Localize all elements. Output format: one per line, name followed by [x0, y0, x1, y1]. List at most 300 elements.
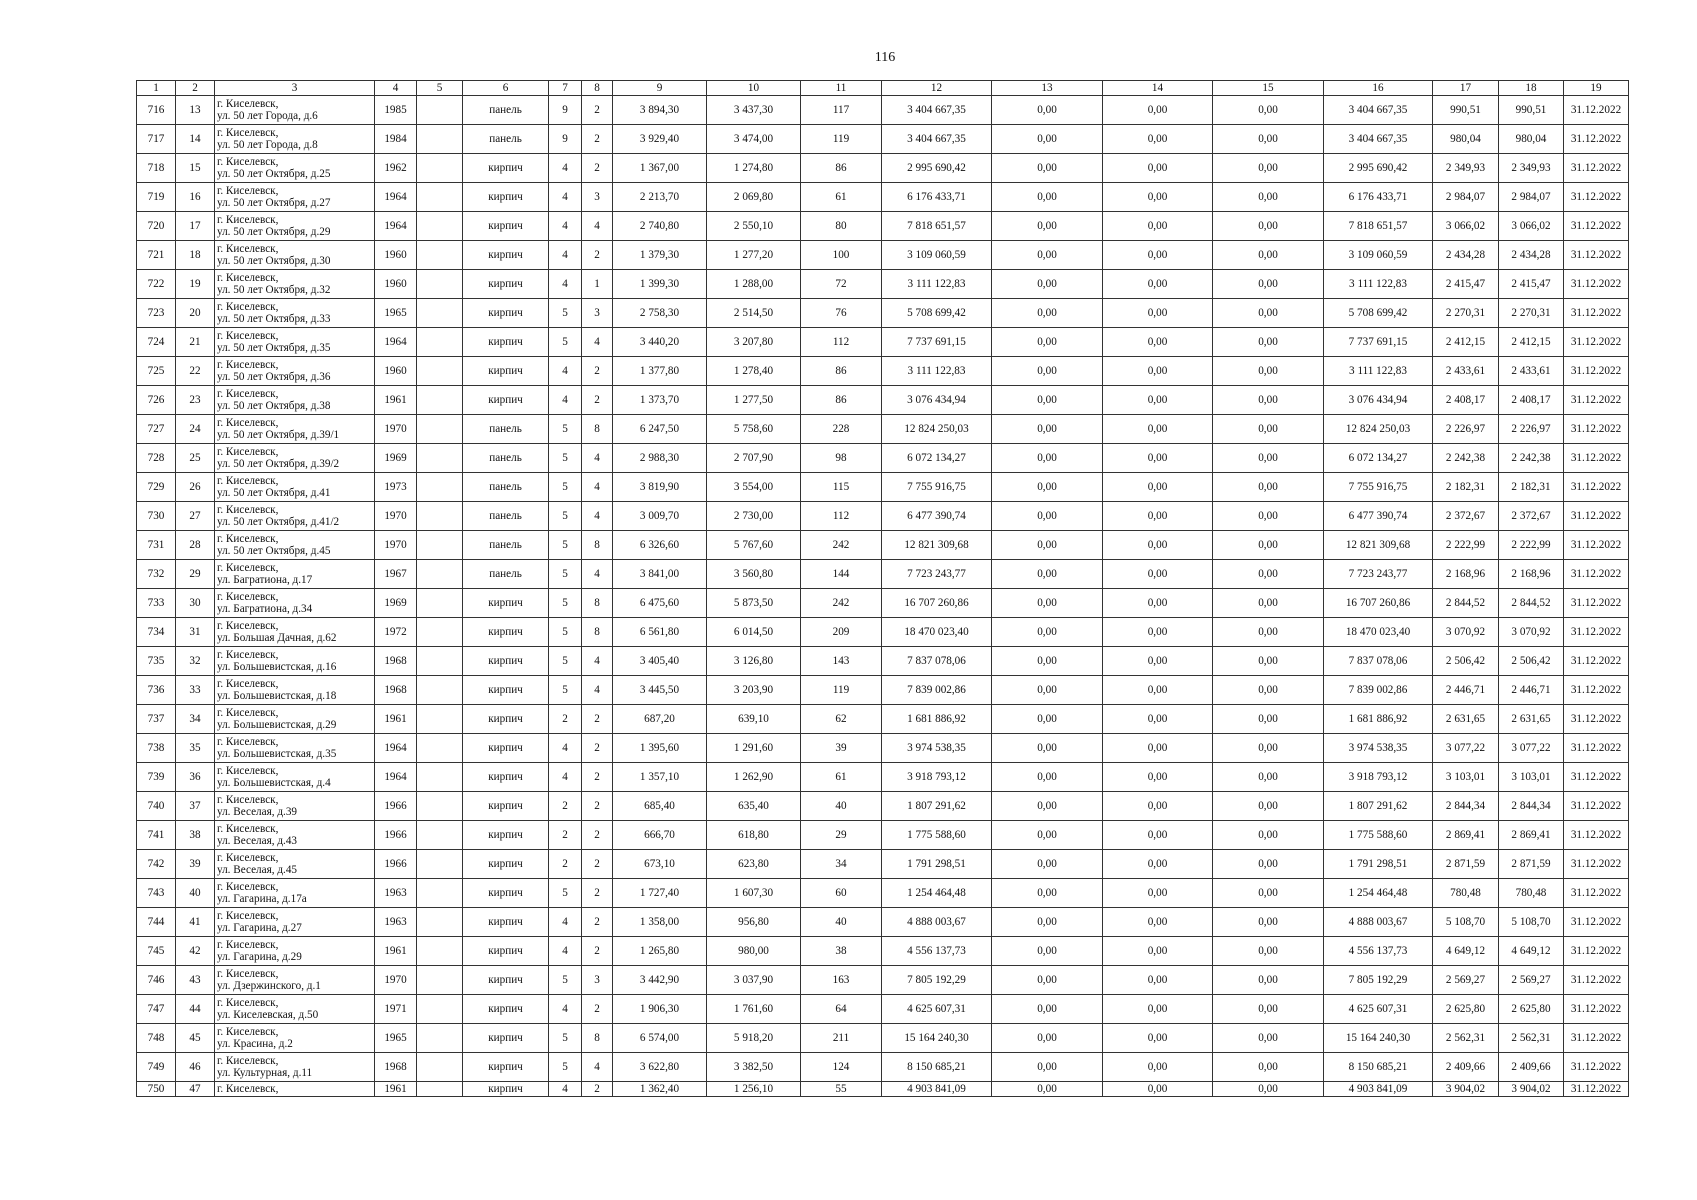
- cell-address: [215, 850, 375, 879]
- address-street: ул. Веселая, д.45: [217, 864, 298, 876]
- cell-column-13: 0,00: [992, 647, 1103, 676]
- address-city: г. Киселевск,: [217, 591, 279, 603]
- cell-residential-area: 3 382,50: [707, 1053, 801, 1082]
- cell-year-built: 1966: [375, 792, 417, 821]
- cell-column-5: [417, 676, 463, 705]
- cell-entrances: 2: [582, 850, 613, 879]
- address-street: ул. Красина, д.2: [217, 1038, 293, 1050]
- cell-entrances: 1: [582, 270, 613, 299]
- address-city: г. Киселевск,: [217, 446, 279, 458]
- cell-entrances: 2: [582, 386, 613, 415]
- cell-row-number: 721: [137, 241, 176, 270]
- cell-entrances: 3: [582, 966, 613, 995]
- cell-column-15: 0,00: [1213, 96, 1324, 125]
- cell-column-16: 1 791 298,51: [1324, 850, 1433, 879]
- cell-column-15: 0,00: [1213, 966, 1324, 995]
- cell-row-number: 750: [137, 1082, 176, 1097]
- address-city: г. Киселевск,: [217, 330, 279, 342]
- cell-cost: 4 625 607,31: [882, 995, 992, 1024]
- cell-wall-material: кирпич: [463, 1024, 549, 1053]
- cell-entrances: 4: [582, 473, 613, 502]
- cell-sub-index: 35: [176, 734, 215, 763]
- address-street: ул. 50 лет Октября, д.45: [217, 545, 331, 557]
- cell-total-area: 2 213,70: [613, 183, 707, 212]
- cell-column-16: 3 076 434,94: [1324, 386, 1433, 415]
- cell-column-18: 3 070,92: [1499, 618, 1564, 647]
- cell-wall-material: кирпич: [463, 676, 549, 705]
- cell-year-built: 1964: [375, 328, 417, 357]
- cell-date: 31.12.2022: [1564, 531, 1629, 560]
- cell-column-16: 3 404 667,35: [1324, 125, 1433, 154]
- cell-column-16: 4 556 137,73: [1324, 937, 1433, 966]
- cell-date: 31.12.2022: [1564, 966, 1629, 995]
- cell-residential-area: 2 069,80: [707, 183, 801, 212]
- cell-column-15: 0,00: [1213, 676, 1324, 705]
- cell-column-13: 0,00: [992, 299, 1103, 328]
- cell-column-14: 0,00: [1103, 734, 1213, 763]
- column-header-16: 16: [1324, 81, 1433, 96]
- table-row: [137, 125, 1629, 154]
- cell-floors: 5: [549, 531, 582, 560]
- cell-date: 31.12.2022: [1564, 96, 1629, 125]
- cell-row-number: 745: [137, 937, 176, 966]
- table-row: [137, 792, 1629, 821]
- cell-column-16: 3 111 122,83: [1324, 357, 1433, 386]
- cell-row-number: 738: [137, 734, 176, 763]
- cell-column-18: 2 270,31: [1499, 299, 1564, 328]
- cell-total-area: 687,20: [613, 705, 707, 734]
- cell-sub-index: 46: [176, 1053, 215, 1082]
- cell-date: 31.12.2022: [1564, 705, 1629, 734]
- cell-floors: 2: [549, 850, 582, 879]
- cell-floors: 4: [549, 734, 582, 763]
- cell-column-14: 0,00: [1103, 995, 1213, 1024]
- cell-floors: 4: [549, 154, 582, 183]
- cell-column-14: 0,00: [1103, 1082, 1213, 1097]
- cell-residential-area: 3 437,30: [707, 96, 801, 125]
- address-city: г. Киселевск,: [217, 707, 279, 719]
- column-header-19: 19: [1564, 81, 1629, 96]
- cell-row-number: 744: [137, 908, 176, 937]
- cell-entrances: 4: [582, 647, 613, 676]
- cell-residents: 40: [801, 792, 882, 821]
- cell-row-number: 717: [137, 125, 176, 154]
- cell-column-5: [417, 995, 463, 1024]
- cell-residential-area: 1 291,60: [707, 734, 801, 763]
- cell-column-16: 6 072 134,27: [1324, 444, 1433, 473]
- cell-column-16: 18 470 023,40: [1324, 618, 1433, 647]
- cell-column-17: 2 984,07: [1433, 183, 1499, 212]
- cell-column-17: 2 433,61: [1433, 357, 1499, 386]
- table-row: [137, 502, 1629, 531]
- cell-entrances: 2: [582, 705, 613, 734]
- cell-year-built: 1972: [375, 618, 417, 647]
- address-street: ул. Культурная, д.11: [217, 1067, 313, 1079]
- cell-address: [215, 531, 375, 560]
- table-row: [137, 560, 1629, 589]
- cell-row-number: 746: [137, 966, 176, 995]
- cell-column-13: 0,00: [992, 328, 1103, 357]
- cell-column-5: [417, 705, 463, 734]
- column-number-header: [137, 81, 1629, 96]
- cell-date: 31.12.2022: [1564, 415, 1629, 444]
- cell-column-17: 3 904,02: [1433, 1082, 1499, 1097]
- cell-column-15: 0,00: [1213, 850, 1324, 879]
- cell-floors: 4: [549, 270, 582, 299]
- cell-date: 31.12.2022: [1564, 357, 1629, 386]
- cell-cost: 7 723 243,77: [882, 560, 992, 589]
- address-street: ул. Большевистская, д.29: [217, 719, 337, 731]
- address-city: г. Киселевск,: [217, 388, 279, 400]
- cell-address: [215, 125, 375, 154]
- address-street: ул. Гагарина, д.17а: [217, 893, 307, 905]
- cell-sub-index: 18: [176, 241, 215, 270]
- address-street: ул. Дзержинского, д.1: [217, 980, 321, 992]
- cell-address: [215, 1082, 375, 1097]
- cell-wall-material: панель: [463, 444, 549, 473]
- cell-column-14: 0,00: [1103, 386, 1213, 415]
- cell-address: [215, 444, 375, 473]
- cell-residential-area: 3 203,90: [707, 676, 801, 705]
- cell-sub-index: 29: [176, 560, 215, 589]
- cell-cost: 6 072 134,27: [882, 444, 992, 473]
- cell-wall-material: кирпич: [463, 299, 549, 328]
- cell-column-18: 2 625,80: [1499, 995, 1564, 1024]
- cell-wall-material: кирпич: [463, 966, 549, 995]
- cell-row-number: 731: [137, 531, 176, 560]
- cell-column-5: [417, 850, 463, 879]
- cell-total-area: 1 358,00: [613, 908, 707, 937]
- column-header-10: 10: [707, 81, 801, 96]
- cell-column-15: 0,00: [1213, 531, 1324, 560]
- cell-column-5: [417, 415, 463, 444]
- cell-column-13: 0,00: [992, 676, 1103, 705]
- cell-total-area: 6 561,80: [613, 618, 707, 647]
- cell-column-13: 0,00: [992, 705, 1103, 734]
- cell-year-built: 1969: [375, 589, 417, 618]
- cell-floors: 5: [549, 879, 582, 908]
- cell-column-15: 0,00: [1213, 821, 1324, 850]
- cell-residents: 242: [801, 589, 882, 618]
- cell-row-number: 726: [137, 386, 176, 415]
- cell-column-14: 0,00: [1103, 125, 1213, 154]
- cell-column-16: 2 995 690,42: [1324, 154, 1433, 183]
- cell-column-17: 2 631,65: [1433, 705, 1499, 734]
- cell-column-5: [417, 1024, 463, 1053]
- cell-column-16: 4 888 003,67: [1324, 908, 1433, 937]
- table-row: [137, 937, 1629, 966]
- cell-column-17: 780,48: [1433, 879, 1499, 908]
- cell-column-18: 2 372,67: [1499, 502, 1564, 531]
- cell-year-built: 1964: [375, 763, 417, 792]
- cell-column-15: 0,00: [1213, 183, 1324, 212]
- cell-residential-area: 3 474,00: [707, 125, 801, 154]
- cell-column-14: 0,00: [1103, 676, 1213, 705]
- cell-residents: 64: [801, 995, 882, 1024]
- cell-total-area: 1 395,60: [613, 734, 707, 763]
- cell-row-number: 736: [137, 676, 176, 705]
- address-city: г. Киселевск,: [217, 736, 279, 748]
- cell-wall-material: кирпич: [463, 241, 549, 270]
- address-city: г. Киселевск,: [217, 417, 279, 429]
- cell-column-5: [417, 763, 463, 792]
- cell-residential-area: 1 761,60: [707, 995, 801, 1024]
- column-header-9: 9: [613, 81, 707, 96]
- cell-residents: 60: [801, 879, 882, 908]
- cell-column-5: [417, 792, 463, 821]
- cell-residential-area: 1 274,80: [707, 154, 801, 183]
- cell-total-area: 666,70: [613, 821, 707, 850]
- cell-column-16: 3 974 538,35: [1324, 734, 1433, 763]
- cell-column-17: 2 871,59: [1433, 850, 1499, 879]
- cell-column-17: 2 625,80: [1433, 995, 1499, 1024]
- cell-cost: 7 839 002,86: [882, 676, 992, 705]
- cell-column-15: 0,00: [1213, 299, 1324, 328]
- table-row: [137, 676, 1629, 705]
- table-row: [137, 908, 1629, 937]
- cell-sub-index: 47: [176, 1082, 215, 1097]
- cell-year-built: 1968: [375, 647, 417, 676]
- cell-address: [215, 908, 375, 937]
- cell-row-number: 727: [137, 415, 176, 444]
- cell-column-14: 0,00: [1103, 879, 1213, 908]
- cell-total-area: 3 440,20: [613, 328, 707, 357]
- cell-residents: 29: [801, 821, 882, 850]
- cell-entrances: 4: [582, 560, 613, 589]
- cell-row-number: 748: [137, 1024, 176, 1053]
- cell-cost: 6 176 433,71: [882, 183, 992, 212]
- cell-column-15: 0,00: [1213, 473, 1324, 502]
- cell-floors: 4: [549, 1082, 582, 1097]
- cell-sub-index: 16: [176, 183, 215, 212]
- cell-column-15: 0,00: [1213, 995, 1324, 1024]
- cell-row-number: 729: [137, 473, 176, 502]
- table-row: [137, 531, 1629, 560]
- cell-row-number: 733: [137, 589, 176, 618]
- cell-wall-material: кирпич: [463, 1053, 549, 1082]
- cell-cost: 3 918 793,12: [882, 763, 992, 792]
- cell-address: [215, 589, 375, 618]
- column-header-13: 13: [992, 81, 1103, 96]
- cell-column-13: 0,00: [992, 792, 1103, 821]
- cell-cost: 4 556 137,73: [882, 937, 992, 966]
- cell-column-13: 0,00: [992, 241, 1103, 270]
- cell-sub-index: 32: [176, 647, 215, 676]
- cell-column-13: 0,00: [992, 618, 1103, 647]
- cell-column-15: 0,00: [1213, 241, 1324, 270]
- cell-column-18: 2 569,27: [1499, 966, 1564, 995]
- cell-residents: 117: [801, 96, 882, 125]
- cell-floors: 5: [549, 589, 582, 618]
- cell-column-14: 0,00: [1103, 328, 1213, 357]
- cell-column-13: 0,00: [992, 96, 1103, 125]
- cell-residents: 242: [801, 531, 882, 560]
- address-city: г. Киселевск,: [217, 475, 279, 487]
- cell-column-18: 2 408,17: [1499, 386, 1564, 415]
- cell-column-14: 0,00: [1103, 415, 1213, 444]
- cell-total-area: 3 819,90: [613, 473, 707, 502]
- cell-residential-area: 3 560,80: [707, 560, 801, 589]
- cell-column-14: 0,00: [1103, 966, 1213, 995]
- cell-entrances: 8: [582, 618, 613, 647]
- table-row: [137, 995, 1629, 1024]
- cell-column-5: [417, 502, 463, 531]
- address-city: г. Киселевск,: [217, 968, 279, 980]
- cell-floors: 4: [549, 357, 582, 386]
- cell-residents: 228: [801, 415, 882, 444]
- cell-year-built: 1970: [375, 966, 417, 995]
- address-city: г. Киселевск,: [217, 562, 279, 574]
- cell-column-14: 0,00: [1103, 299, 1213, 328]
- cell-year-built: 1962: [375, 154, 417, 183]
- cell-column-13: 0,00: [992, 560, 1103, 589]
- cell-column-5: [417, 270, 463, 299]
- cell-entrances: 2: [582, 937, 613, 966]
- cell-column-5: [417, 241, 463, 270]
- cell-column-5: [417, 299, 463, 328]
- cell-wall-material: панель: [463, 96, 549, 125]
- cell-column-13: 0,00: [992, 734, 1103, 763]
- cell-column-18: 2 631,65: [1499, 705, 1564, 734]
- cell-column-16: 12 824 250,03: [1324, 415, 1433, 444]
- cell-column-18: 3 077,22: [1499, 734, 1564, 763]
- cell-column-14: 0,00: [1103, 96, 1213, 125]
- cell-column-18: 2 409,66: [1499, 1053, 1564, 1082]
- table-row: [137, 647, 1629, 676]
- cell-date: 31.12.2022: [1564, 1082, 1629, 1097]
- cell-date: 31.12.2022: [1564, 763, 1629, 792]
- page-number: 116: [874, 50, 896, 65]
- address-street: ул. 50 лет Октября, д.41/2: [217, 516, 340, 528]
- cell-wall-material: кирпич: [463, 734, 549, 763]
- address-street: ул. Большая Дачная, д.62: [217, 632, 337, 644]
- cell-column-13: 0,00: [992, 212, 1103, 241]
- cell-residents: 112: [801, 328, 882, 357]
- cell-row-number: 722: [137, 270, 176, 299]
- cell-column-17: 2 415,47: [1433, 270, 1499, 299]
- cell-address: [215, 502, 375, 531]
- cell-column-14: 0,00: [1103, 444, 1213, 473]
- cell-wall-material: кирпич: [463, 763, 549, 792]
- address-city: г. Киселевск,: [217, 939, 279, 951]
- cell-date: 31.12.2022: [1564, 995, 1629, 1024]
- address-city: г. Киселевск,: [217, 852, 279, 864]
- cell-wall-material: кирпич: [463, 850, 549, 879]
- cell-address: [215, 1024, 375, 1053]
- cell-date: 31.12.2022: [1564, 618, 1629, 647]
- cell-wall-material: кирпич: [463, 995, 549, 1024]
- cell-residents: 112: [801, 502, 882, 531]
- cell-wall-material: кирпич: [463, 647, 549, 676]
- cell-column-18: 2 182,31: [1499, 473, 1564, 502]
- cell-total-area: 1 377,80: [613, 357, 707, 386]
- cell-address: [215, 647, 375, 676]
- cell-year-built: 1963: [375, 908, 417, 937]
- cell-residential-area: 635,40: [707, 792, 801, 821]
- cell-year-built: 1964: [375, 183, 417, 212]
- cell-column-5: [417, 966, 463, 995]
- cell-column-5: [417, 531, 463, 560]
- cell-column-18: 780,48: [1499, 879, 1564, 908]
- cell-address: [215, 879, 375, 908]
- cell-cost: 16 707 260,86: [882, 589, 992, 618]
- cell-row-number: 739: [137, 763, 176, 792]
- cell-date: 31.12.2022: [1564, 589, 1629, 618]
- cell-column-15: 0,00: [1213, 415, 1324, 444]
- cell-entrances: 2: [582, 792, 613, 821]
- cell-total-area: 2 758,30: [613, 299, 707, 328]
- cell-column-18: 2 349,93: [1499, 154, 1564, 183]
- cell-total-area: 3 445,50: [613, 676, 707, 705]
- cell-year-built: 1970: [375, 415, 417, 444]
- cell-residential-area: 623,80: [707, 850, 801, 879]
- cell-column-15: 0,00: [1213, 589, 1324, 618]
- cell-column-14: 0,00: [1103, 473, 1213, 502]
- cell-column-17: 990,51: [1433, 96, 1499, 125]
- address-city: г. Киселевск,: [217, 881, 279, 893]
- cell-column-14: 0,00: [1103, 937, 1213, 966]
- address-street: ул. Багратиона, д.34: [217, 603, 313, 615]
- table-row: [137, 473, 1629, 502]
- cell-cost: 3 111 122,83: [882, 270, 992, 299]
- cell-residential-area: 3 554,00: [707, 473, 801, 502]
- cell-residential-area: 1 277,20: [707, 241, 801, 270]
- cell-column-5: [417, 125, 463, 154]
- cell-total-area: 685,40: [613, 792, 707, 821]
- table-row: [137, 328, 1629, 357]
- cell-column-15: 0,00: [1213, 1024, 1324, 1053]
- cell-column-16: 6 477 390,74: [1324, 502, 1433, 531]
- cell-column-15: 0,00: [1213, 734, 1324, 763]
- cell-date: 31.12.2022: [1564, 444, 1629, 473]
- column-header-12: 12: [882, 81, 992, 96]
- cell-cost: 7 837 078,06: [882, 647, 992, 676]
- column-header-8: 8: [582, 81, 613, 96]
- address-city: г. Киселевск,: [217, 794, 279, 806]
- cell-column-5: [417, 183, 463, 212]
- cell-entrances: 4: [582, 676, 613, 705]
- cell-column-16: 1 681 886,92: [1324, 705, 1433, 734]
- cell-cost: 3 404 667,35: [882, 125, 992, 154]
- cell-residential-area: 2 707,90: [707, 444, 801, 473]
- cell-sub-index: 39: [176, 850, 215, 879]
- cell-column-17: 2 446,71: [1433, 676, 1499, 705]
- cell-column-17: 2 844,34: [1433, 792, 1499, 821]
- table-row: [137, 444, 1629, 473]
- cell-year-built: 1969: [375, 444, 417, 473]
- cell-residential-area: 1 256,10: [707, 1082, 801, 1097]
- cell-sub-index: 13: [176, 96, 215, 125]
- cell-floors: 2: [549, 705, 582, 734]
- address-city: г. Киселевск,: [217, 910, 279, 922]
- cell-column-15: 0,00: [1213, 502, 1324, 531]
- cell-column-13: 0,00: [992, 386, 1103, 415]
- cell-column-13: 0,00: [992, 763, 1103, 792]
- cell-column-16: 7 723 243,77: [1324, 560, 1433, 589]
- cell-total-area: 3 442,90: [613, 966, 707, 995]
- cell-sub-index: 25: [176, 444, 215, 473]
- cell-column-14: 0,00: [1103, 618, 1213, 647]
- cell-column-14: 0,00: [1103, 183, 1213, 212]
- cell-cost: 7 818 651,57: [882, 212, 992, 241]
- address-city: г. Киселевск,: [217, 127, 279, 139]
- cell-residents: 98: [801, 444, 882, 473]
- cell-year-built: 1960: [375, 357, 417, 386]
- cell-column-18: 2 871,59: [1499, 850, 1564, 879]
- cell-total-area: 3 841,00: [613, 560, 707, 589]
- address-street: ул. 50 лет Города, д.8: [217, 139, 318, 151]
- cell-floors: 2: [549, 792, 582, 821]
